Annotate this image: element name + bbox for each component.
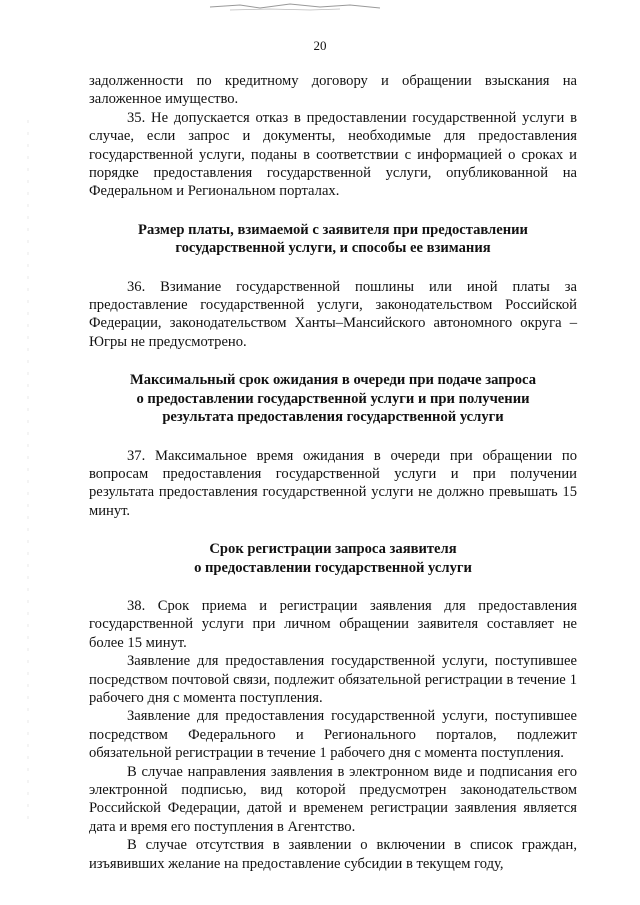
document-body [89, 72, 577, 873]
paragraph-38-portals: Заявление для предоставления государственной услуги, поступившее посредством Федерального и Регионального порталов, подлежит обязательной регистрации в течение 1 рабочего дня с момента поступления. [89, 708, 577, 762]
section-heading-fee: Размер платы, взимаемой с заявителя при предоставлении государственной услуги, и способы ее взимания [138, 221, 528, 257]
scan-artifact-top [200, 2, 400, 12]
scan-artifact-left [18, 120, 38, 820]
paragraph-38-postal: Заявление для предоставления государственной услуги, поступившее посредством почтовой связи, подлежит обязательной регистрации в течение 1 рабочего дня с момента поступления. [89, 653, 577, 706]
paragraph-36: 36. Взимание государственной пошлины или иной платы за предоставление государственной услуги, законодательством Российской Федерации, законодательством Ханты–Мансийского автономного округа – Югры не предусмотрено. [89, 278, 577, 350]
page-number: 20 [313, 38, 327, 53]
paragraph-38-electronic: В случае направления заявления в электронном виде и подписания его электронной подписью, вид которой предусмотрен законодательством Российской Федерации, датой и временем регистрации заявления является дата и время его поступления в Агентство. [89, 763, 577, 835]
paragraph-38-absence: В случае отсутствия в заявлении о включении в список граждан, изъявивших желание на предоставление субсидии в текущем году, [89, 837, 577, 872]
paragraph-38: 38. Срок приема и регистрации заявления для предоставления государственной услуги при личном обращении заявителя составляет не более 15 минут. [89, 597, 577, 651]
paragraph-37: 37. Максимальное время ожидания в очереди при обращении по вопросам предоставления государственной услуги и при получении результата предоставления государственной услуги не должно превышать 15 минут. [89, 447, 577, 519]
paragraph-continuation: задолженности по кредитному договору и обращении взыскания на заложенное имущество. [89, 73, 577, 108]
paragraph-35: 35. Не допускается отказ в предоставлении государственной услуги в случае, если запрос и документы, необходимые для предоставления государственной услуги, поданы в соответствии с информацией о сроках и порядке предоставления государственной услуги, опубликованной на Федеральном и Региональном порталах. [89, 109, 577, 200]
section-heading-registration: Срок регистрации запроса заявителя о предоставлении государственной услуги [194, 541, 472, 576]
section-heading-waiting-time: Максимальный срок ожидания в очереди при подаче запроса о предоставлении государственной услуги и при получении результата предоставления государственной услуги [129, 372, 536, 426]
